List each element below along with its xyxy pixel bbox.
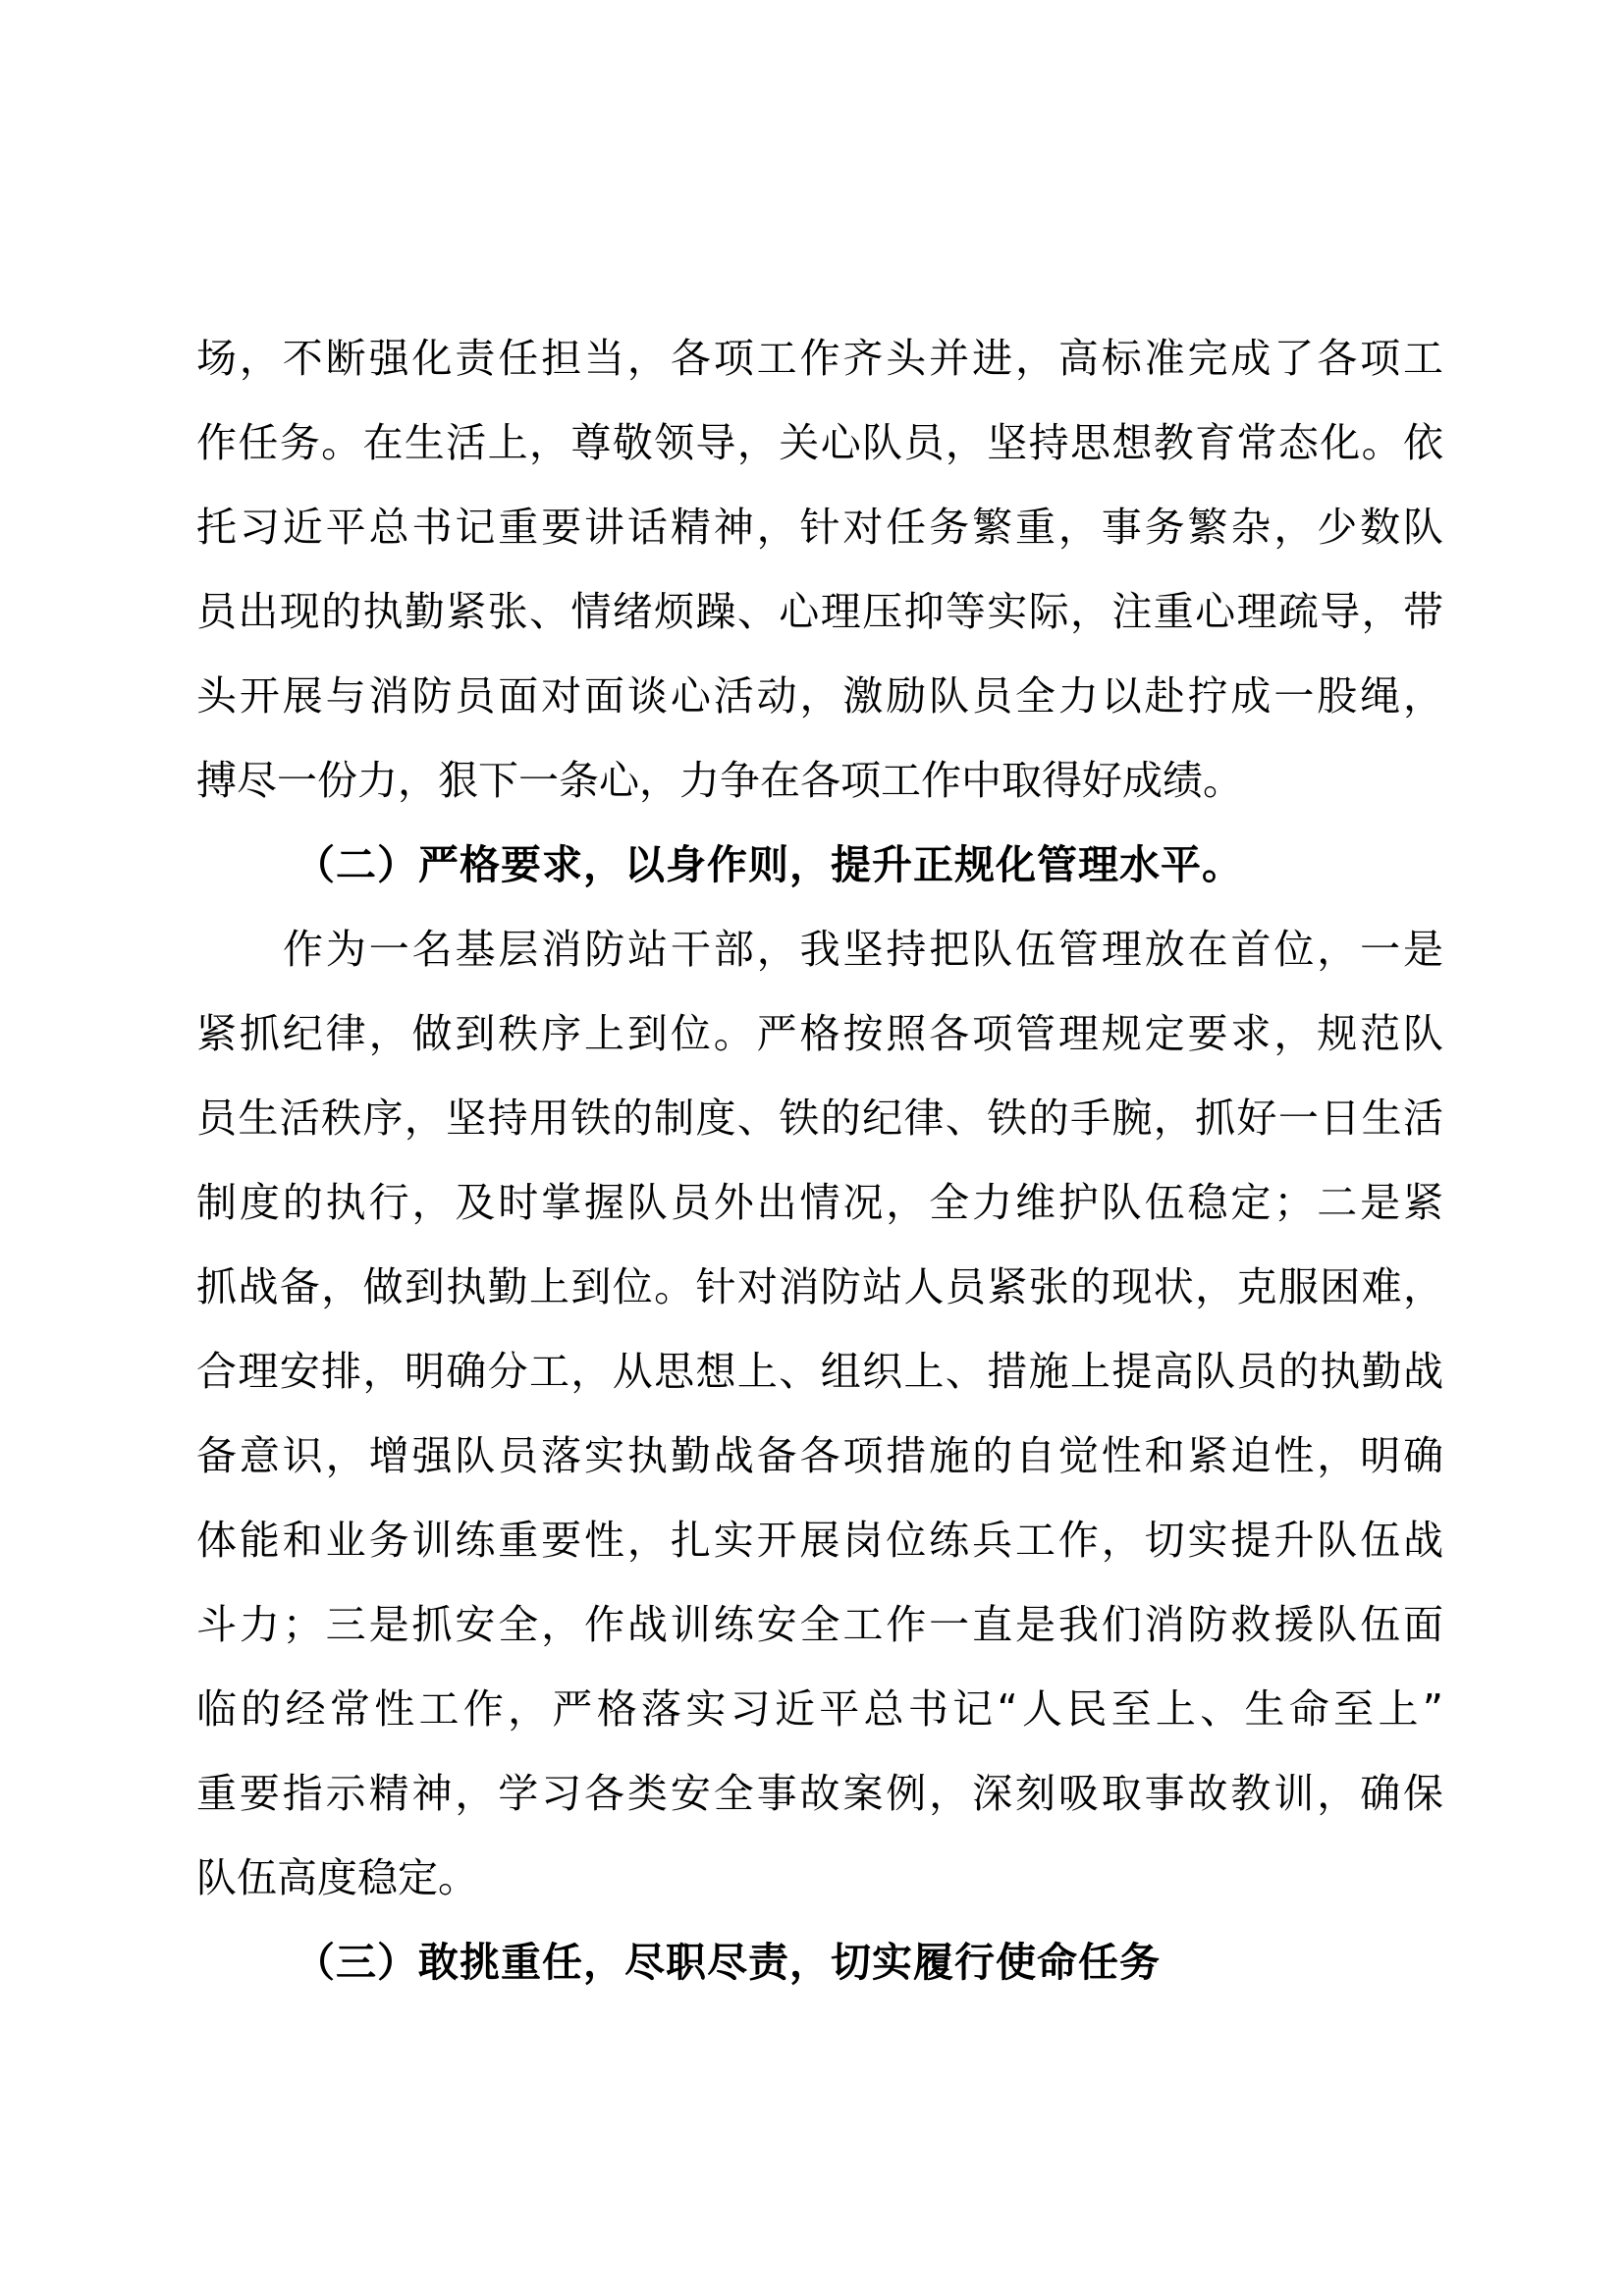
paragraph-line: 抓战备，做到执勤上到位。针对消防站人员紧张的现状，克服困难， [196, 1263, 1443, 1310]
paragraph-line: 托习近平总书记重要讲话精神，针对任务繁重，事务繁杂，少数队 [196, 504, 1443, 551]
section-heading: （三）敢挑重任，尽职尽责，切实履行使命任务 [295, 1939, 1161, 1986]
paragraph-line: 员出现的执勤紧张、情绪烦躁、心理压抑等实际，注重心理疏导，带 [196, 588, 1443, 635]
paragraph-line: 场，不断强化责任担当，各项工作齐头并进，高标准完成了各项工 [196, 335, 1443, 382]
paragraph-line: 紧抓纪律，做到秩序上到位。严格按照各项管理规定要求，规范队 [196, 1010, 1443, 1057]
paragraph-line: 重要指示精神，学习各类安全事故案例，深刻吸取事故教训，确保 [196, 1770, 1443, 1817]
paragraph-line: 作任务。在生活上，尊敬领导，关心队员，坚持思想教育常态化。依 [196, 419, 1443, 466]
paragraph-line: 备意识，增强队员落实执勤战备各项措施的自觉性和紧迫性，明确 [196, 1432, 1443, 1479]
paragraph-line: 斗力；三是抓安全，作战训练安全工作一直是我们消防救援队伍面 [196, 1601, 1443, 1648]
paragraph-line: 制度的执行，及时掌握队员外出情况，全力维护队伍稳定；二是紧 [196, 1179, 1443, 1226]
section-heading: （二）严格要求，以身作则，提升正规化管理水平。 [295, 841, 1243, 888]
paragraph-line: 搏尽一份力，狠下一条心，力争在各项工作中取得好成绩。 [196, 757, 1243, 804]
paragraph-line: 头开展与消防员面对面谈心活动，激励队员全力以赴拧成一股绳， [196, 672, 1443, 720]
paragraph-line: 员生活秩序，坚持用铁的制度、铁的纪律、铁的手腕，抓好一日生活 [196, 1095, 1443, 1142]
paragraph-line: 合理安排，明确分工，从思想上、组织上、措施上提高队员的执勤战 [196, 1348, 1443, 1395]
paragraph-line: 作为一名基层消防站干部，我坚持把队伍管理放在首位，一是 [283, 926, 1443, 973]
paragraph-line: 体能和业务训练重要性，扎实开展岗位练兵工作，切实提升队伍战 [196, 1517, 1443, 1564]
paragraph-line: 临的经常性工作，严格落实习近平总书记“人民至上、生命至上” [196, 1685, 1443, 1733]
paragraph-line: 队伍高度稳定。 [196, 1854, 478, 1901]
